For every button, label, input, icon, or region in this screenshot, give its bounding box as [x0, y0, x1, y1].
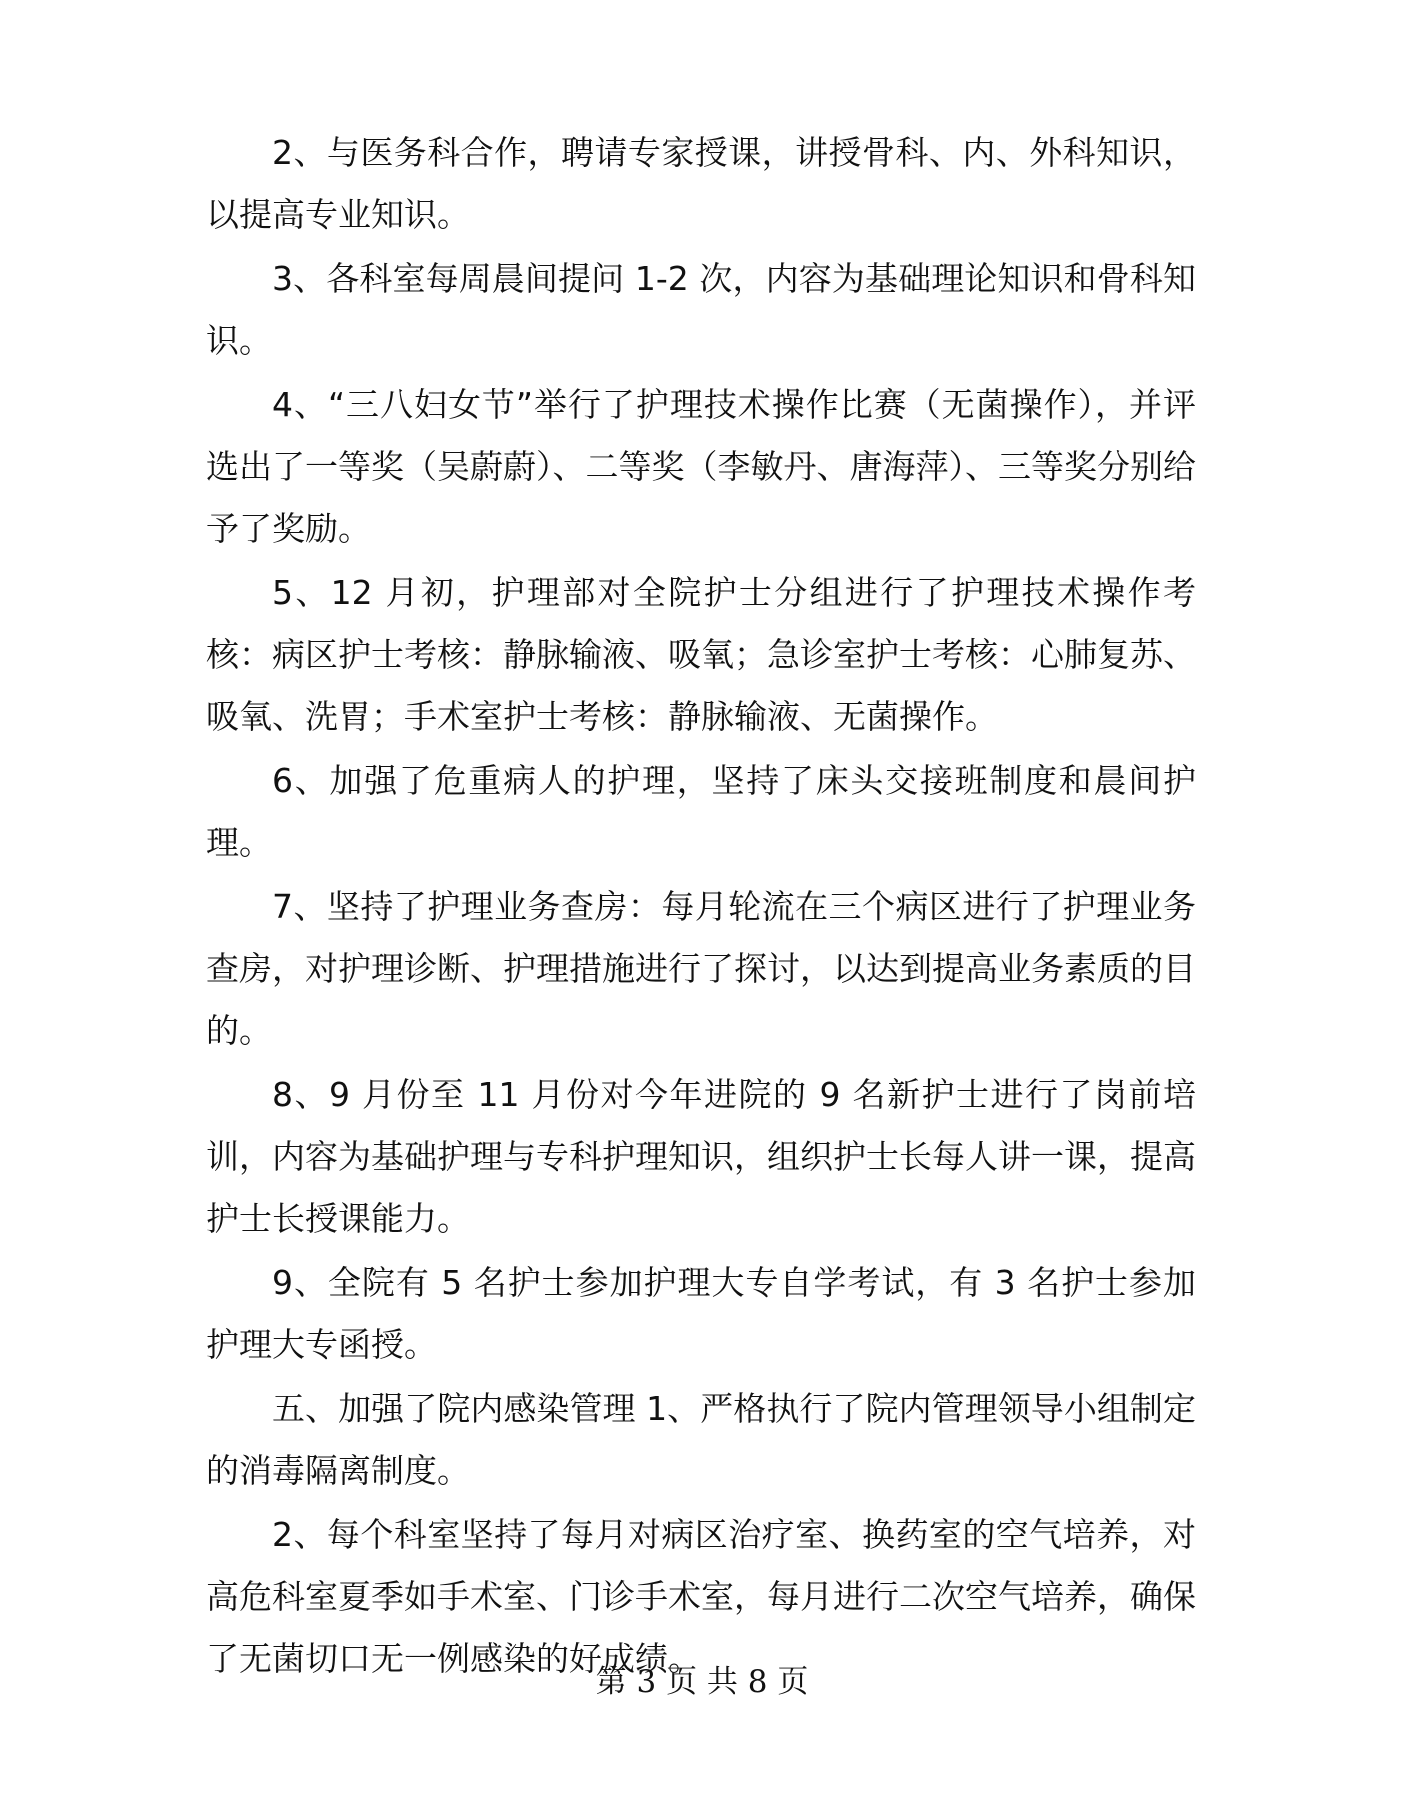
paragraph-section-5-item-2: 2、每个科室坚持了每月对病区治疗室、换药室的空气培养，对高危科室夏季如手术室、门诊手术室，每月进行二次空气培养，确保了无菌切口无一例感染的好成绩。 [206, 1515, 1196, 1678]
paragraph-item-6: 6、加强了危重病人的护理，坚持了床头交接班制度和晨间护理。 [206, 761, 1196, 862]
paragraph-item-4: 4、“三八妇女节”举行了护理技术操作比赛（无菌操作），并评选出了一等奖（吴蔚蔚）、二等奖（李敏丹、唐海萍）、三等奖分别给予了奖励。 [206, 385, 1196, 548]
paragraph-item-2: 2、与医务科合作，聘请专家授课，讲授骨科、内、外科知识，以提高专业知识。 [206, 133, 1196, 234]
paragraph-item-8: 8、9 月份至 11 月份对今年进院的 9 名新护士进行了岗前培训，内容为基础护理与专科护理知识，组织护士长每人讲一课，提高护士长授课能力。 [206, 1075, 1196, 1238]
page-number-footer: 第 3 页 共 8 页 [595, 1664, 809, 1700]
paragraph-section-5: 五、加强了院内感染管理 1、严格执行了院内管理领导小组制定的消毒隔离制度。 [206, 1389, 1196, 1490]
paragraph-item-9: 9、全院有 5 名护士参加护理大专自学考试，有 3 名护士参加护理大专函授。 [206, 1263, 1196, 1364]
paragraph-item-5: 5、12 月初，护理部对全院护士分组进行了护理技术操作考核：病区护士考核：静脉输液、吸氧；急诊室护士考核：心肺复苏、吸氧、洗胃；手术室护士考核：静脉输液、无菌操作。 [206, 573, 1196, 736]
document-body [206, 122, 1196, 1692]
paragraph-item-3: 3、各科室每周晨间提问 1-2 次，内容为基础理论知识和骨科知识。 [206, 259, 1196, 360]
paragraph-item-7: 7、坚持了护理业务查房：每月轮流在三个病区进行了护理业务查房，对护理诊断、护理措施进行了探讨，以达到提高业务素质的目的。 [206, 887, 1196, 1050]
